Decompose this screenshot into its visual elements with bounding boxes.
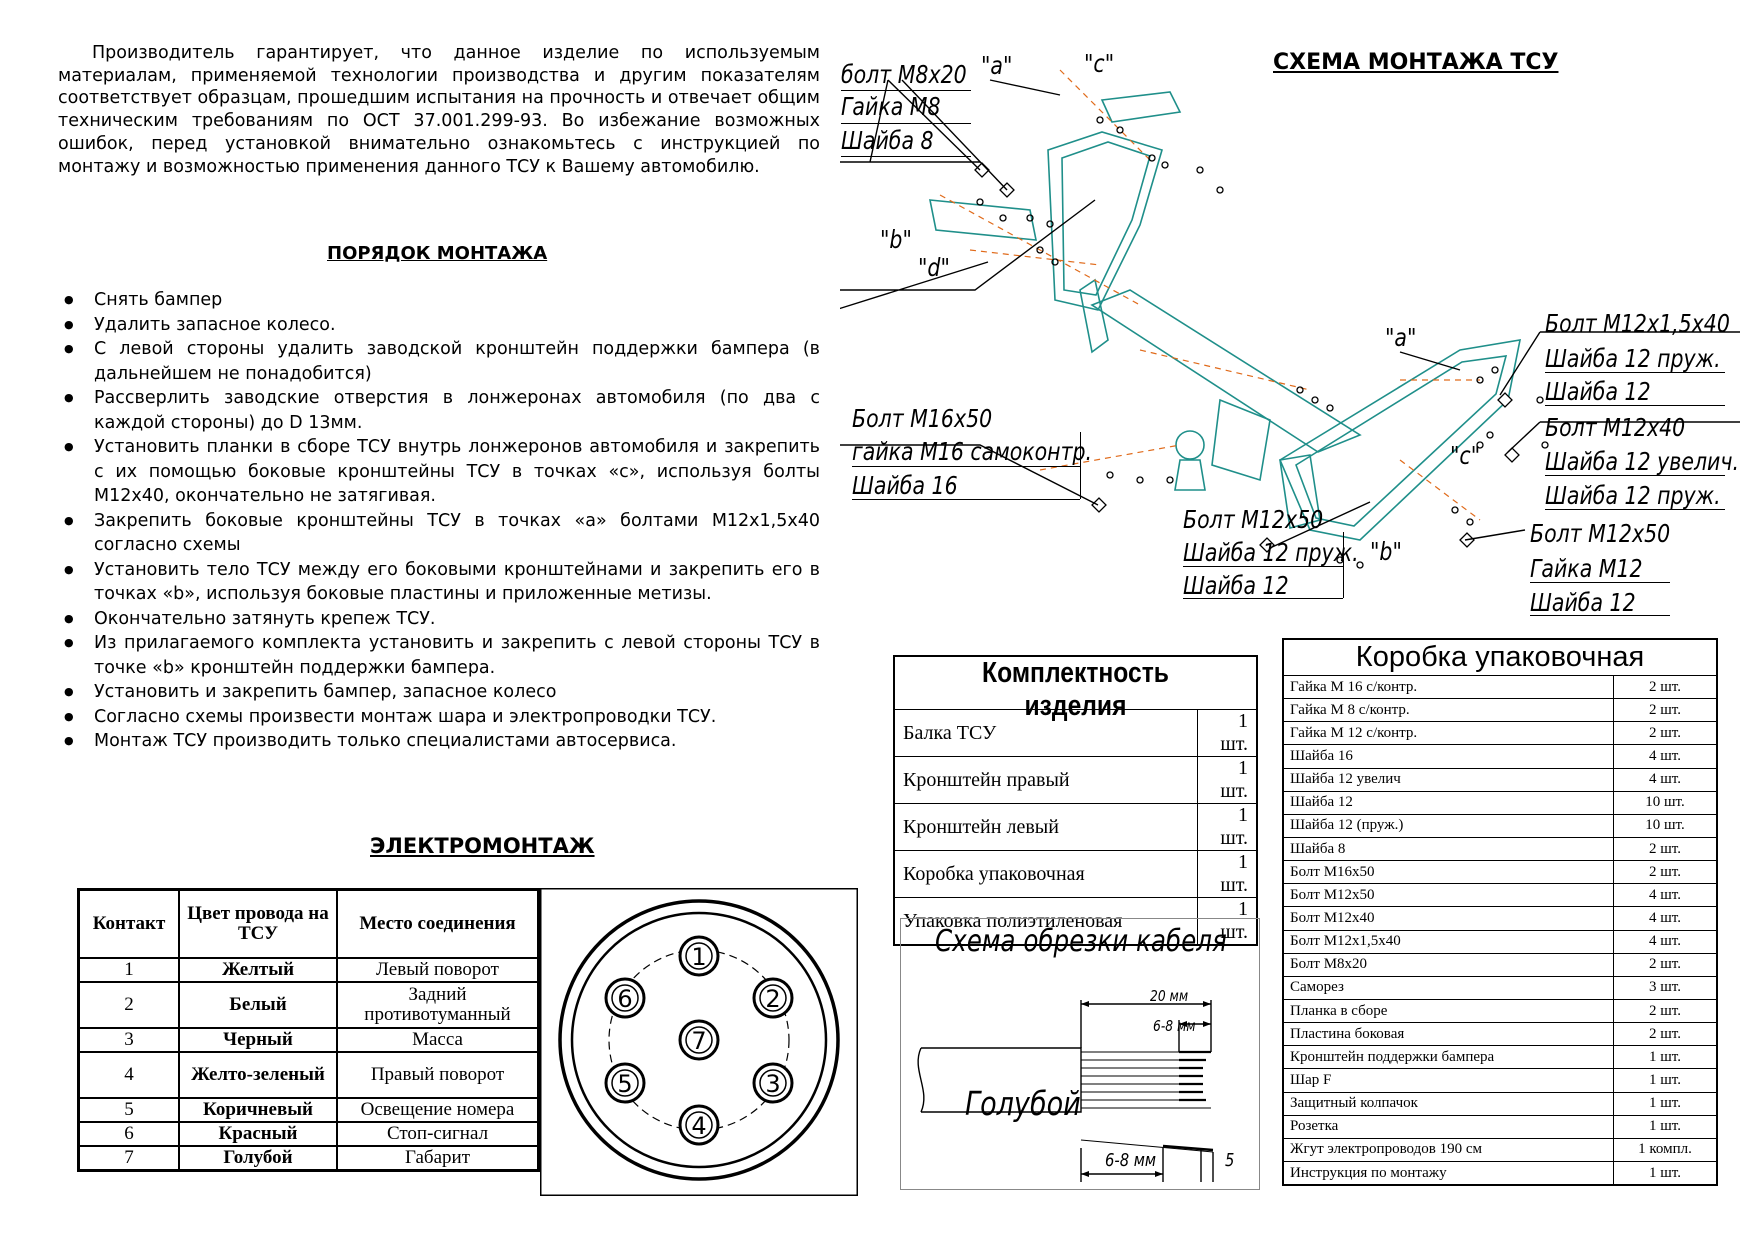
- color-cell: Белый: [179, 982, 337, 1028]
- item-qty: 1 шт.: [1614, 1161, 1718, 1185]
- color-cell: Черный: [179, 1028, 337, 1052]
- separator: [1183, 566, 1343, 567]
- axis-line: [970, 250, 1100, 265]
- tow-beam: [1092, 290, 1360, 452]
- table-row: [1283, 837, 1717, 860]
- pin-1: [680, 937, 718, 975]
- item-name: Болт М12х1,5х40: [1283, 930, 1614, 953]
- label-b: "b": [1370, 537, 1402, 566]
- contact-cell: 1: [79, 958, 180, 982]
- mounting-steps: [58, 288, 820, 754]
- electro-title: ЭЛЕКТРОМОНТАЖ: [370, 834, 595, 858]
- separator: [1545, 405, 1725, 406]
- step-item: ● Установить планки в сборе ТСУ внутрь лонжеронов автомобиля и закрепить с их помощью боковые кронштейны ТСУ в точках «с», используя болты М12х40, окончательно не затягивая.: [58, 435, 820, 509]
- item-qty: 1 шт.: [1614, 1115, 1718, 1138]
- column-header: Цвет провода на ТСУ: [179, 890, 337, 959]
- pin-label: 5: [617, 1070, 633, 1098]
- item-qty: 4 шт.: [1614, 930, 1718, 953]
- item-qty: 1 шт.: [1198, 851, 1258, 898]
- item-qty: 1 шт.: [1614, 1092, 1718, 1115]
- item-name: Розетка: [1283, 1115, 1614, 1138]
- column-header: Место соединения: [337, 890, 539, 959]
- beam-end-plate: [1080, 280, 1108, 352]
- label-bolt-m12x50: Болт М12х50: [1183, 505, 1324, 534]
- item-name: Гайка М 16 с/контр.: [1283, 676, 1614, 699]
- item-qty: 1 шт.: [1614, 1046, 1718, 1069]
- table-row: [894, 851, 1257, 898]
- kit-title-cell: [894, 656, 1257, 722]
- table-row: [79, 982, 539, 1028]
- item-qty: 10 шт.: [1614, 791, 1718, 814]
- table-row: [1283, 999, 1717, 1022]
- place-cell: Задний противотуманный: [337, 982, 539, 1028]
- item-qty: 1 шт.: [1614, 1069, 1718, 1092]
- kit-title: Комплектность изделия: [982, 657, 1169, 722]
- separator: [1343, 532, 1344, 598]
- label-washer-8: Шайба 8: [841, 126, 934, 155]
- item-qty: 1 шт.: [1198, 757, 1258, 804]
- item-name: Саморез: [1283, 976, 1614, 999]
- separator: [841, 123, 971, 124]
- item-name: Кронштейн правый: [894, 757, 1198, 804]
- color-cell: Красный: [179, 1122, 337, 1146]
- item-qty: 2 шт.: [1614, 676, 1718, 699]
- pin-3: [754, 1064, 792, 1102]
- item-qty: 4 шт.: [1614, 768, 1718, 791]
- label-bolt-m16: Болт М16х50: [852, 404, 993, 433]
- label-washer-12-spring: Шайба 12 пруж.: [1545, 481, 1721, 510]
- item-qty: 1 шт.: [1198, 804, 1258, 851]
- contact-cell: 2: [79, 982, 180, 1028]
- table-row: [1283, 1069, 1717, 1092]
- pin-2: [754, 979, 792, 1017]
- label-a: "a": [1385, 323, 1417, 352]
- pin-label: 3: [765, 1070, 781, 1098]
- dim-6-8mm: 6-8 мм: [1153, 1017, 1196, 1035]
- item-name: Коробка упаковочная: [894, 851, 1198, 898]
- item-qty: 2 шт.: [1614, 699, 1718, 722]
- table-row: [1283, 699, 1717, 722]
- ball-mount-plate: [1212, 400, 1270, 480]
- item-qty: 4 шт.: [1614, 884, 1718, 907]
- wire-tips: [1179, 1052, 1211, 1100]
- table-row: [79, 1146, 539, 1170]
- separator: [841, 156, 971, 157]
- contact-cell: 6: [79, 1122, 180, 1146]
- table-row: [79, 1052, 539, 1098]
- item-name: Упаковка полиэтиленовая: [894, 898, 1198, 946]
- contact-cell: 5: [79, 1098, 180, 1122]
- leader-c-top: [990, 80, 1060, 95]
- separator: [1530, 582, 1670, 583]
- separator: [852, 499, 1080, 500]
- label-washer-16: Шайба 16: [852, 471, 958, 500]
- item-name: Балка ТСУ: [894, 710, 1198, 757]
- table-row: [1283, 1115, 1717, 1138]
- table-row: [1283, 930, 1717, 953]
- step-item: ● Установить тело ТСУ между его боковыми кронштейнами и закрепить его в точках «b», используя боковые пластины и приложенные метизы.: [58, 558, 820, 607]
- label-nut-m8: Гайка М8: [841, 92, 941, 121]
- place-cell: Стоп-сигнал: [337, 1122, 539, 1146]
- separator: [841, 90, 971, 91]
- item-qty: 4 шт.: [1614, 745, 1718, 768]
- pin-4: [680, 1106, 718, 1144]
- item-name: Защитный колпачок: [1283, 1092, 1614, 1115]
- item-name: Кронштейн поддержки бампера: [1283, 1046, 1614, 1069]
- left-bracket: [1048, 132, 1162, 310]
- label-washer-12: Шайба 12: [1183, 571, 1289, 600]
- pin-label: 1: [691, 943, 707, 971]
- item-name: Болт М16х50: [1283, 861, 1614, 884]
- table-header-row: [79, 890, 539, 959]
- item-name: Болт М8х20: [1283, 953, 1614, 976]
- table-row: [1283, 953, 1717, 976]
- table-row: [1283, 1023, 1717, 1046]
- box-table: [1282, 638, 1718, 1186]
- cable-scheme-drawing: [901, 960, 1257, 1188]
- table-row: [894, 757, 1257, 804]
- label-bolt-m8: болт М8х20: [841, 60, 967, 89]
- item-name: Болт М12х40: [1283, 907, 1614, 930]
- table-row: [1283, 1046, 1717, 1069]
- table-row: [1283, 814, 1717, 837]
- item-name: Гайка М 8 с/контр.: [1283, 699, 1614, 722]
- step-item: ● Окончательно затянуть крепеж ТСУ.: [58, 607, 820, 632]
- label-washer-12: Шайба 12: [1545, 377, 1651, 406]
- item-qty: 4 шт.: [1614, 907, 1718, 930]
- box-title: Коробка упаковочная: [1283, 639, 1717, 676]
- socket-diagram: [540, 888, 858, 1196]
- item-name: Шайба 8: [1283, 837, 1614, 860]
- tow-ball: [1176, 431, 1204, 459]
- table-row: [1283, 884, 1717, 907]
- table-row: [1283, 745, 1717, 768]
- item-name: Инструкция по монтажу: [1283, 1161, 1614, 1185]
- item-name: Шар F: [1283, 1069, 1614, 1092]
- left-bracket-plate: [1102, 92, 1180, 122]
- separator: [1530, 615, 1670, 616]
- label-b: "b": [880, 225, 912, 254]
- step-item: ● Удалить запасное колесо.: [58, 313, 820, 338]
- pin-label: 4: [691, 1112, 707, 1140]
- label-bolt-m12x50: Болт М12х50: [1530, 519, 1671, 548]
- item-qty: 2 шт.: [1614, 953, 1718, 976]
- label-bolt-m12x15: Болт М12х1,5х40: [1545, 309, 1730, 338]
- item-qty: 1 компл.: [1614, 1138, 1718, 1161]
- step-item: ● Монтаж ТСУ производить только специалистами автосервиса.: [58, 729, 820, 754]
- label-bolt-m12x40: Болт М12х40: [1545, 413, 1686, 442]
- dim-6-8mm: 6-8 мм: [1105, 1150, 1157, 1171]
- step-item: ● Установить и закрепить бампер, запасное колесо: [58, 680, 820, 705]
- label-nut-m12: Гайка М12: [1530, 554, 1643, 583]
- pin-label: 2: [765, 985, 781, 1013]
- separator: [1080, 432, 1081, 499]
- place-cell: Левый поворот: [337, 958, 539, 982]
- label-washer-12-spring: Шайба 12 пруж.: [1545, 344, 1721, 373]
- mounting-title: ПОРЯДОК МОНТАЖА: [327, 243, 548, 264]
- label-washer-12: Шайба 12: [1530, 588, 1636, 617]
- cable-scheme-title: Схема обрезки кабеля: [935, 924, 1227, 959]
- item-qty: 2 шт.: [1614, 837, 1718, 860]
- intro-paragraph: Производитель гарантирует, что данное изделие по используемым материалам, применяемой технологии производства и другим показателям соответствует образцам, прошедшим испытания на прочность и отвечает общим техническим требованиям по ОСТ 37.001.299-93. Во избежание возможных ошибок, перед установкой внимательно ознакомьтесь с инструкцией по монтажу и возможностью применения данного ТСУ к Вашему автомобилю.: [58, 43, 820, 177]
- step-item: ● С левой стороны удалить заводской кронштейн поддержки бампера (в дальнейшем не понадобится): [58, 337, 820, 386]
- kit-table: [893, 655, 1258, 946]
- item-name: Шайба 12 (пруж.): [1283, 814, 1614, 837]
- label-washer-12-spring: Шайба 12 пруж.: [1183, 538, 1359, 567]
- place-cell: Масса: [337, 1028, 539, 1052]
- table-row: [1283, 1161, 1717, 1185]
- column-header: Контакт: [79, 890, 180, 959]
- table-row: [894, 804, 1257, 851]
- table-row: [79, 958, 539, 982]
- place-cell: Габарит: [337, 1146, 539, 1170]
- contact-cell: 7: [79, 1146, 180, 1170]
- table-row: [1283, 1138, 1717, 1161]
- separator: [852, 466, 1080, 467]
- item-qty: 1 шт.: [1198, 898, 1258, 946]
- table-row: [79, 1122, 539, 1146]
- table-title-row: [1283, 639, 1717, 676]
- pin-6: [606, 979, 644, 1017]
- label-a: "a": [981, 51, 1013, 80]
- table-title-row: [894, 656, 1257, 710]
- table-row: [1283, 976, 1717, 999]
- item-name: Гайка М 12 с/контр.: [1283, 722, 1614, 745]
- table-row: [1283, 722, 1717, 745]
- step-item: ● Закрепить боковые кронштейны ТСУ в точках «а» болтами М12х1,5х40 согласно схемы: [58, 509, 820, 558]
- wiring-table: [77, 888, 540, 1172]
- color-cell: Желтый: [179, 958, 337, 982]
- color-cell: Коричневый: [179, 1098, 337, 1122]
- axis-line: [1140, 350, 1310, 390]
- step-item: ● Из прилагаемого комплекта установить и закрепить с левой стороны ТСУ в точке «b» кронштейн поддержки бампера.: [58, 631, 820, 680]
- wire-label-blue: Голубой: [965, 1084, 1081, 1123]
- table-row: [79, 1098, 539, 1122]
- axis-line: [1060, 70, 1150, 160]
- label-nut-m16: гайка М16 самоконтр.: [852, 437, 1093, 466]
- dim-5: 5: [1225, 1150, 1235, 1171]
- scheme-title: СХЕМА МОНТАЖА ТСУ: [1273, 50, 1559, 75]
- item-name: Планка в сборе: [1283, 999, 1614, 1022]
- label-washer-12-big: Шайба 12 увелич.: [1545, 447, 1740, 476]
- pin-7: [680, 1021, 718, 1059]
- item-name: Кронштейн левый: [894, 804, 1198, 851]
- left-bracket-inner: [1062, 142, 1150, 295]
- separator: [1183, 598, 1343, 599]
- place-cell: Правый поворот: [337, 1052, 539, 1098]
- step-item: ● Снять бампер: [58, 288, 820, 313]
- step-item: ● Рассверлить заводские отверстия в лонжеронах автомобиля (по два с каждой стороны) до D 13мм.: [58, 386, 820, 435]
- pin-label: 6: [617, 985, 633, 1013]
- item-qty: 2 шт.: [1614, 1023, 1718, 1046]
- pin-label: 7: [691, 1027, 707, 1055]
- item-name: Шайба 12 увелич: [1283, 768, 1614, 791]
- leader-b-d: [840, 200, 1095, 310]
- table-row: [79, 1028, 539, 1052]
- place-cell: Освещение номера: [337, 1098, 539, 1122]
- item-qty: 3 шт.: [1614, 976, 1718, 999]
- table-row: [1283, 768, 1717, 791]
- item-name: Шайба 12: [1283, 791, 1614, 814]
- contact-cell: 3: [79, 1028, 180, 1052]
- label-d: "d": [918, 253, 950, 282]
- separator: [1545, 372, 1725, 373]
- label-c: "c": [1084, 49, 1115, 78]
- item-qty: 2 шт.: [1614, 861, 1718, 884]
- table-row: [1283, 907, 1717, 930]
- label-c: "c": [1450, 441, 1481, 470]
- item-qty: 2 шт.: [1614, 999, 1718, 1022]
- item-qty: 10 шт.: [1614, 814, 1718, 837]
- table-row: [1283, 1092, 1717, 1115]
- pin-5: [606, 1064, 644, 1102]
- step-item: ● Согласно схемы произвести монтаж шара и электропроводки ТСУ.: [58, 705, 820, 730]
- item-qty: 1 шт.: [1198, 710, 1258, 757]
- item-name: Болт М12х50: [1283, 884, 1614, 907]
- bumper-support-bracket: [930, 200, 1036, 240]
- color-cell: Голубой: [179, 1146, 337, 1170]
- ball-neck: [1175, 460, 1205, 490]
- item-name: Пластина боковая: [1283, 1023, 1614, 1046]
- dim-20mm: 20 мм: [1150, 987, 1189, 1005]
- item-name: Жгут электропроводов 190 см: [1283, 1138, 1614, 1161]
- item-name: Шайба 16: [1283, 745, 1614, 768]
- separator: [1545, 509, 1725, 510]
- cable-break: [918, 1048, 924, 1112]
- table-row: [1283, 676, 1717, 699]
- contact-cell: 4: [79, 1052, 180, 1098]
- color-cell: Желто-зеленый: [179, 1052, 337, 1098]
- table-row: [1283, 791, 1717, 814]
- table-row: [1283, 861, 1717, 884]
- item-qty: 2 шт.: [1614, 722, 1718, 745]
- separator: [1545, 475, 1725, 476]
